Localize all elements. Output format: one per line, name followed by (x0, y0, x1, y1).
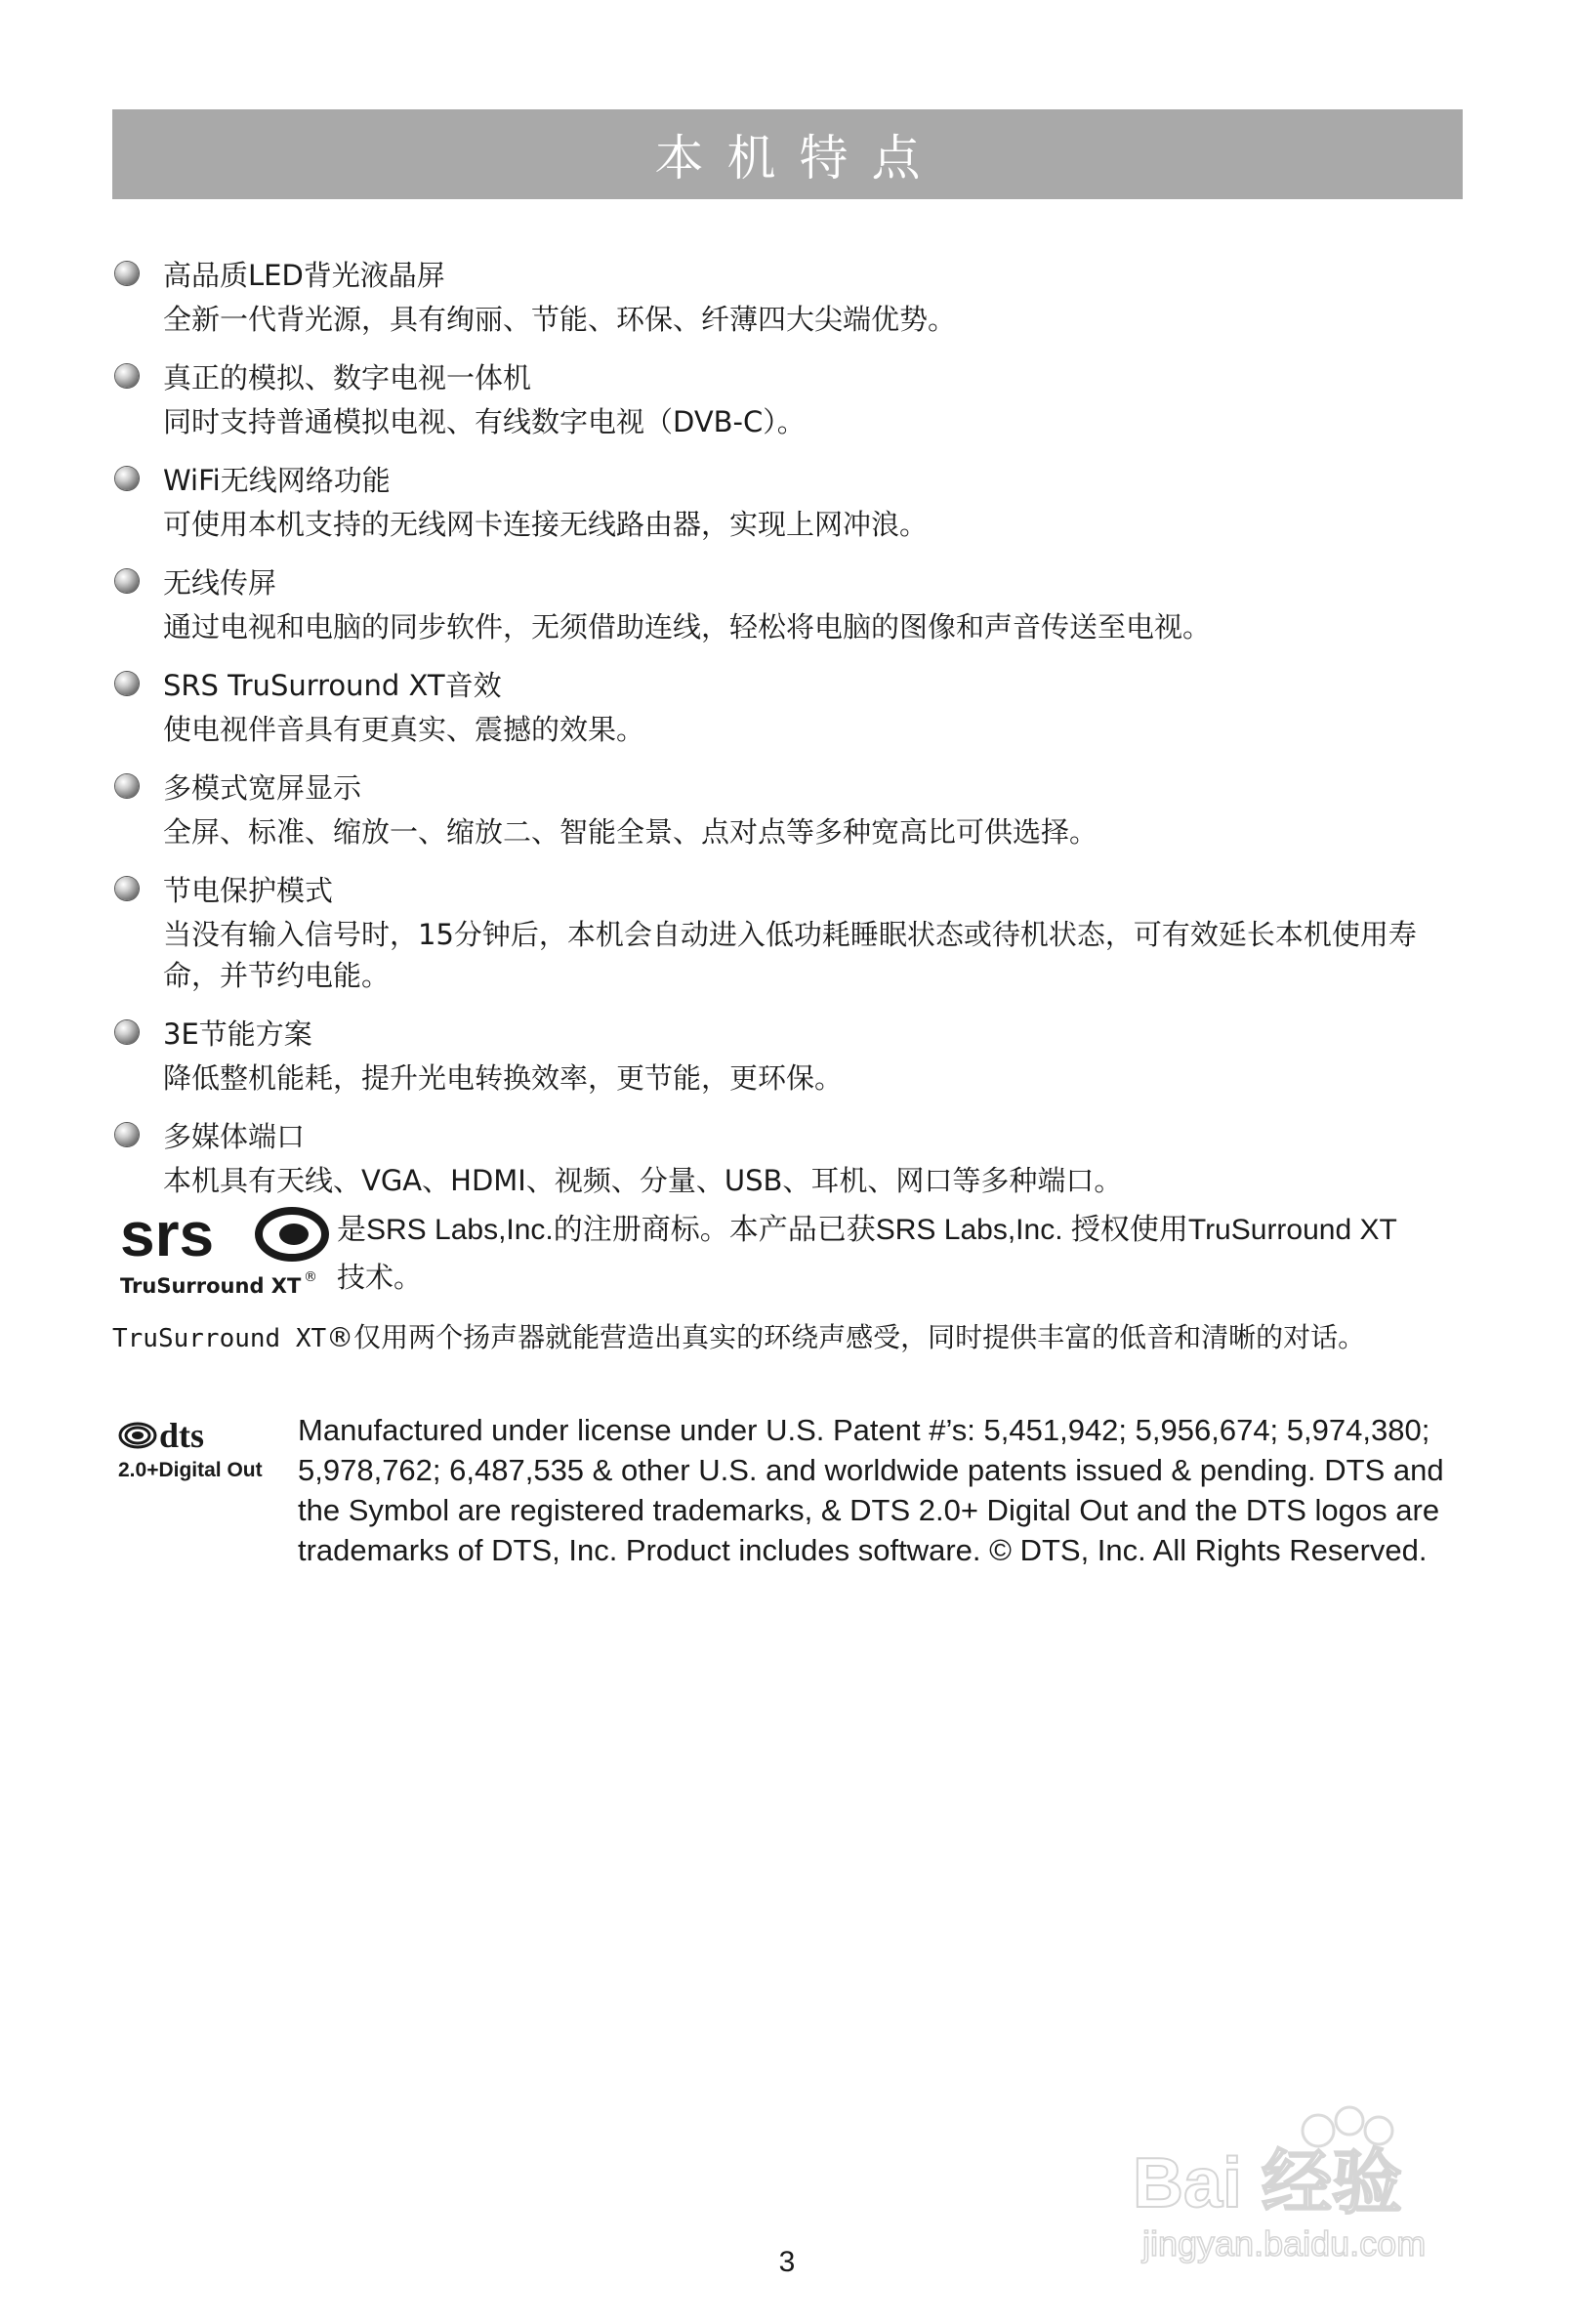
svg-text:®: ® (304, 1269, 317, 1285)
baidu-watermark (1123, 2099, 1513, 2265)
feature-item (112, 871, 1470, 996)
watermark-url: jingyan.baidu.com (1142, 2223, 1427, 2263)
feature-list (112, 256, 1470, 1220)
bullet-icon (115, 1020, 139, 1044)
feature-description: 降低整机能耗，提升光电转换效率，更节能，更环保。 (163, 1061, 844, 1095)
srs-trademark-block (112, 1197, 1479, 1305)
bullet-icon (115, 877, 139, 900)
feature-item (112, 358, 1470, 442)
dts-license-text: Manufactured under license under U.S. Patent #’s: 5,451,942; 5,956,674; 5,974,380; 5,978,762; 6,487,535 & other U.S. and worldwide patents issued & pending. DTS and the Symbol are registered trademarks, & DTS 2.0+ Digital Out and the DTS logos are trademarks of DTS, Inc. Product includes software. © DTS, Inc. All Rights Reserved. (298, 1413, 1444, 1567)
feature-description: 可使用本机支持的无线网卡连接无线路由器，实现上网冲浪。 (163, 508, 929, 541)
dts-logo-subtitle: 2.0+Digital Out (118, 1459, 263, 1481)
bullet-icon (115, 467, 139, 490)
dts-logo-icon (116, 1416, 282, 1484)
registered-mark: ® (326, 1321, 354, 1353)
feature-title: 高品质LED背光液晶屏 (163, 259, 445, 292)
srs-logo-subtitle: TruSurround XT (120, 1274, 302, 1298)
feature-description: 使电视伴音具有更真实、震撼的效果。 (163, 713, 645, 746)
trusurround-note (112, 1316, 1365, 1355)
feature-item (112, 563, 1470, 647)
watermark-brand: Bai 经验 (1133, 2144, 1403, 2222)
trusurround-description: 仅用两个扬声器就能营造出真实的环绕声感受，同时提供丰富的低音和清晰的对话。 (353, 1321, 1366, 1353)
bullet-icon (115, 364, 139, 388)
feature-item (112, 1117, 1470, 1201)
feature-title: 多模式宽屏显示 (163, 771, 362, 805)
bullet-icon (115, 569, 139, 593)
bullet-icon (115, 774, 139, 798)
feature-item (112, 461, 1470, 545)
page-title: 本机特点 (654, 130, 944, 187)
feature-description: 同时支持普通模拟电视、有线数字电视（DVB-C）。 (163, 405, 806, 438)
feature-description: 本机具有天线、VGA、HDMI、视频、分量、USB、耳机、网口等多种端口。 (163, 1164, 1123, 1197)
feature-item (112, 666, 1470, 750)
bullet-icon (115, 672, 139, 695)
feature-description: 当没有输入信号时，15分钟后，本机会自动进入低功耗睡眠状态或待机状态，可有效延长本机使用寿命，并节约电能。 (163, 918, 1417, 992)
feature-title: WiFi无线网络功能 (163, 464, 391, 497)
feature-title: 节电保护模式 (163, 874, 334, 907)
feature-description: 全新一代背光源，具有绚丽、节能、环保、纤薄四大尖端优势。 (163, 303, 957, 336)
srs-logo-icon (118, 1201, 333, 1299)
feature-title: 多媒体端口 (163, 1120, 306, 1153)
dts-license-block (112, 1406, 1479, 1572)
feature-description: 全屏、标准、缩放一、缩放二、智能全景、点对点等多种宽高比可供选择。 (163, 815, 1098, 849)
bullet-icon (115, 262, 139, 285)
dts-logo-wordmark: dts (159, 1416, 205, 1455)
srs-logo-wordmark: srs (120, 1201, 215, 1269)
srs-trademark-line-2: 技术。 (337, 1261, 423, 1294)
trusurround-name: TruSurround XT (112, 1324, 327, 1353)
section-header-bar (112, 109, 1463, 199)
srs-trademark-line-1: 是SRS Labs,Inc.的注册商标。本产品已获SRS Labs,Inc. 授权使用TruSurround XT (337, 1214, 1397, 1246)
feature-title: 3E节能方案 (163, 1017, 312, 1051)
feature-item (112, 1015, 1470, 1099)
bullet-icon (115, 1123, 139, 1146)
feature-title: 真正的模拟、数字电视一体机 (163, 361, 532, 394)
feature-description: 通过电视和电脑的同步软件，无须借助连线，轻松将电脑的图像和声音传送至电视。 (163, 610, 1212, 643)
feature-title: 无线传屏 (163, 566, 277, 600)
feature-title: SRS TruSurround XT音效 (163, 669, 502, 702)
feature-item (112, 256, 1470, 340)
page-number: 3 (778, 2246, 796, 2278)
feature-item (112, 768, 1470, 852)
